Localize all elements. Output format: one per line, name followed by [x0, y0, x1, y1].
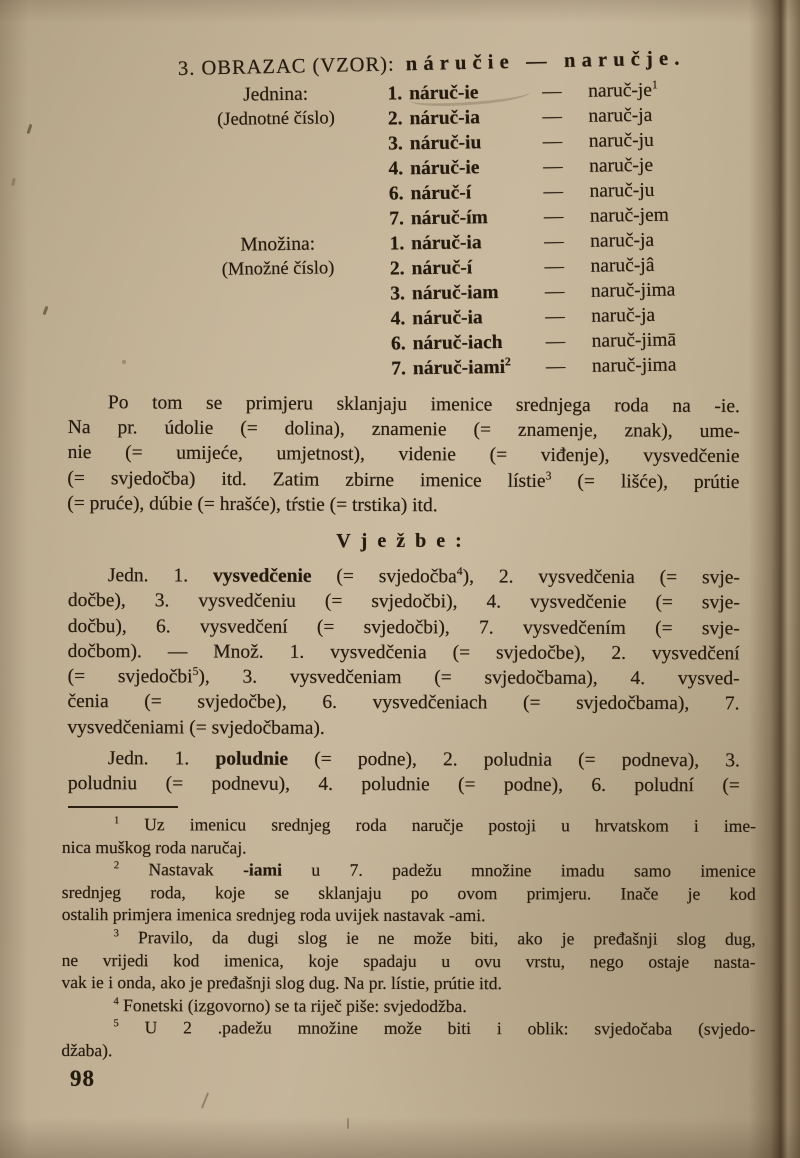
croatian-form: naruč-ja: [591, 304, 656, 327]
case-number: 4.: [390, 308, 406, 330]
page-number: 98: [70, 1066, 95, 1091]
text-line: poludniu (= podnevu), 4. poludnie (= podne), 6. poludní (=: [67, 773, 740, 797]
intro-paragraph: [67, 390, 740, 520]
dash-separator: —: [544, 281, 565, 303]
text-line: nie (= umijeće, umjetnost), videnie (= viđenje), vysvedčenie: [67, 442, 740, 468]
scan-artifact: [201, 1092, 209, 1109]
text-line: (= svjedočbi$^5$), 3. vysvedčeniam (= svjedočbama), 4. vysved-: [67, 665, 740, 690]
exercises-heading: Vježbe:: [336, 530, 472, 552]
dash-separator: —: [543, 206, 564, 228]
number-category-label: Množina:: [240, 233, 316, 256]
text-line: Na pr. údolie (= dolina), znamenie (= znamenje, znak), ume-: [67, 417, 740, 443]
footnote-marker: 4: [456, 564, 463, 578]
slovak-form: náruč-ie: [408, 82, 479, 105]
dash-separator: —: [542, 106, 563, 128]
slovak-form: náruč-iami$^2$: [412, 355, 511, 380]
scan-artifact: [43, 306, 49, 315]
case-number: 2.: [387, 108, 403, 130]
croatian-form: naruč-jima: [591, 354, 677, 377]
dash-separator: —: [544, 231, 564, 253]
declension-table: [68, 76, 762, 386]
footnote-divider: [68, 806, 178, 808]
text-line: Jedn. 1. vysvedčenie (= svjedočba$^4$), 2. vysvedčenia (= svje-: [107, 564, 740, 589]
text-line: vak ie i onda, ako je pređašnji slog dug. Na pr. lístie, prútie itd.: [61, 972, 502, 994]
text-line: Jedn. 1. poludnie (= podne), 2. poludnia (= podneva), 3.: [107, 748, 740, 772]
croatian-form: naruč-ja: [590, 229, 655, 252]
text-line: džaba).: [61, 1039, 113, 1061]
footnote-marker: 1: [113, 815, 120, 827]
text-line: $^5$ U 2 .padežu množine može biti i oblik: svjedočaba (svjedo-: [113, 1017, 756, 1040]
slovak-form: náruč-í: [411, 257, 473, 280]
text-line: dočbu), 6. vysvedčení (= svjedočbi), 7. vysvedčením (= svje-: [67, 615, 740, 639]
section-number-label: 3. OBRAZAC (VZOR):: [177, 53, 395, 80]
case-number: 6.: [388, 183, 404, 205]
footnote-marker: 5: [113, 1018, 119, 1030]
declension-row: [380, 351, 762, 381]
bold-word: -iami: [243, 859, 283, 880]
case-number: 1.: [387, 83, 403, 105]
text-line: Po tom se primjeru sklanjaju imenice srednjega roda na -ie.: [107, 392, 740, 418]
croatian-form: naruč-jima: [590, 279, 676, 302]
slovak-form: náruč-ia: [412, 307, 483, 330]
croatian-form: naruč-ju: [588, 129, 654, 152]
dash-separator: —: [544, 256, 565, 278]
dash-separator: —: [545, 306, 565, 328]
slovak-form: náruč-ím: [410, 207, 488, 230]
text-line: nica muškog roda naručaj.: [61, 836, 247, 858]
declension-group: [70, 226, 762, 386]
text-line: srednjeg roda, koje se sklanjaju po ovom primjeru. Inače je kod: [61, 881, 756, 904]
slovak-form: náruč-iach: [412, 331, 503, 355]
exercise-paragraph-1: [67, 563, 740, 742]
case-number: 6.: [390, 333, 406, 355]
text-line: $^3$ Pravilo, da dugi slog ie ne može biti, ako je pređašnji slog dug,: [113, 927, 756, 949]
scan-artifact: [27, 124, 33, 134]
dash-separator: —: [545, 331, 566, 353]
croatian-form: naruč-$je^1$: [587, 78, 658, 102]
text-line: (= svjedočba) itd. Zatim zbirne imenice lístie$^3$ (= lišće), prútie: [67, 467, 740, 493]
text-line: ostalih primjera imenica srednjeg roda uvijek nastavak -ami.: [61, 904, 486, 926]
croatian-form: naruč-je: [589, 154, 654, 177]
bold-word: vysvedčenie: [212, 565, 312, 587]
case-number: 2.: [389, 258, 405, 280]
text-line: $^1$ Uz imenicu srednjeg roda naručje postoji u hrvatskom i ime-: [113, 814, 756, 836]
case-number: 7.: [389, 208, 405, 230]
croatian-form: naruč-ja: [588, 104, 653, 127]
footnotes: [61, 813, 756, 1063]
number-category-label: Jednina:: [242, 83, 309, 106]
case-number: 3.: [388, 133, 403, 155]
slovak-form: náruč-iu: [409, 132, 482, 155]
scan-artifact: [11, 178, 16, 186]
dash-separator: —: [545, 356, 566, 378]
footnote-marker: 1: [651, 78, 658, 92]
croatian-form: naruč-jimā: [591, 329, 677, 352]
dash-separator: —: [543, 181, 564, 203]
scan-artifact: [347, 1118, 349, 1129]
section-heading: [178, 47, 686, 81]
footnote-marker: 2: [504, 355, 511, 369]
slovak-form: náruč-ia: [411, 232, 482, 255]
croatian-form: naruč-jâ: [590, 254, 655, 277]
footnote-marker: 3: [545, 469, 552, 483]
dash-separator: —: [543, 156, 563, 178]
dash-separator: —: [542, 131, 563, 153]
text-line: dočbom). — Množ. 1. vysvedčenia (= svjedočbe), 2. vysvedčení: [67, 640, 740, 665]
slovak-form: náruč-ia: [409, 107, 481, 130]
declension-rows: [378, 226, 762, 381]
case-number: 4.: [388, 158, 404, 180]
text-line: (= pruće), dúbie (= hrašće), tŕstie (= trstika) itd.: [67, 492, 438, 517]
text-line: vysvedčeniami (= svjedočbama).: [67, 716, 325, 739]
scan-artifact: [122, 360, 126, 364]
croatian-form: naruč-ju: [589, 179, 655, 202]
text-line: čenia (= svjedočbe), 6. vysvedčeniach (= svjedočbama), 7.: [67, 691, 740, 715]
text-line: $^2$ Nastavak -iami u 7. padežu množine imadu samo imenice: [113, 859, 756, 882]
slovak-form: náruč-í: [410, 182, 472, 205]
text-line: $^4$ Fonetski (izgovorno) se ta riječ piše: svjedodžba.: [113, 994, 467, 1016]
slovak-form: náruč-ie: [410, 157, 480, 180]
croatian-form: naruč-jem: [589, 204, 670, 227]
bold-word: poludnie: [215, 748, 289, 770]
text-line: dočbe), 3. vysvedčeniu (= svjedočbi), 4. vysvedčenie (= svje-: [67, 590, 740, 614]
footnote-marker: 2: [113, 860, 120, 872]
case-number: 1.: [389, 233, 405, 255]
number-category-sublabel: (Jednotné číslo): [217, 108, 335, 130]
footnote-marker: 5: [192, 665, 199, 679]
paradigm-title: náručie — naručje.: [405, 47, 686, 76]
footnote-marker: 3: [113, 928, 119, 940]
case-number: 7.: [391, 358, 407, 380]
number-category-sublabel: (Množné číslo): [221, 258, 335, 280]
slovak-form: náruč-iam: [411, 282, 499, 305]
dash-separator: —: [541, 81, 562, 103]
text-line: ne vrijedi kod imenica, koje spadaju u ovu vrstu, nego ostaje nasta-: [61, 949, 756, 972]
footnote-marker: 4: [113, 996, 119, 1008]
exercise-paragraph-2: [68, 746, 740, 799]
case-number: 3.: [390, 283, 406, 305]
